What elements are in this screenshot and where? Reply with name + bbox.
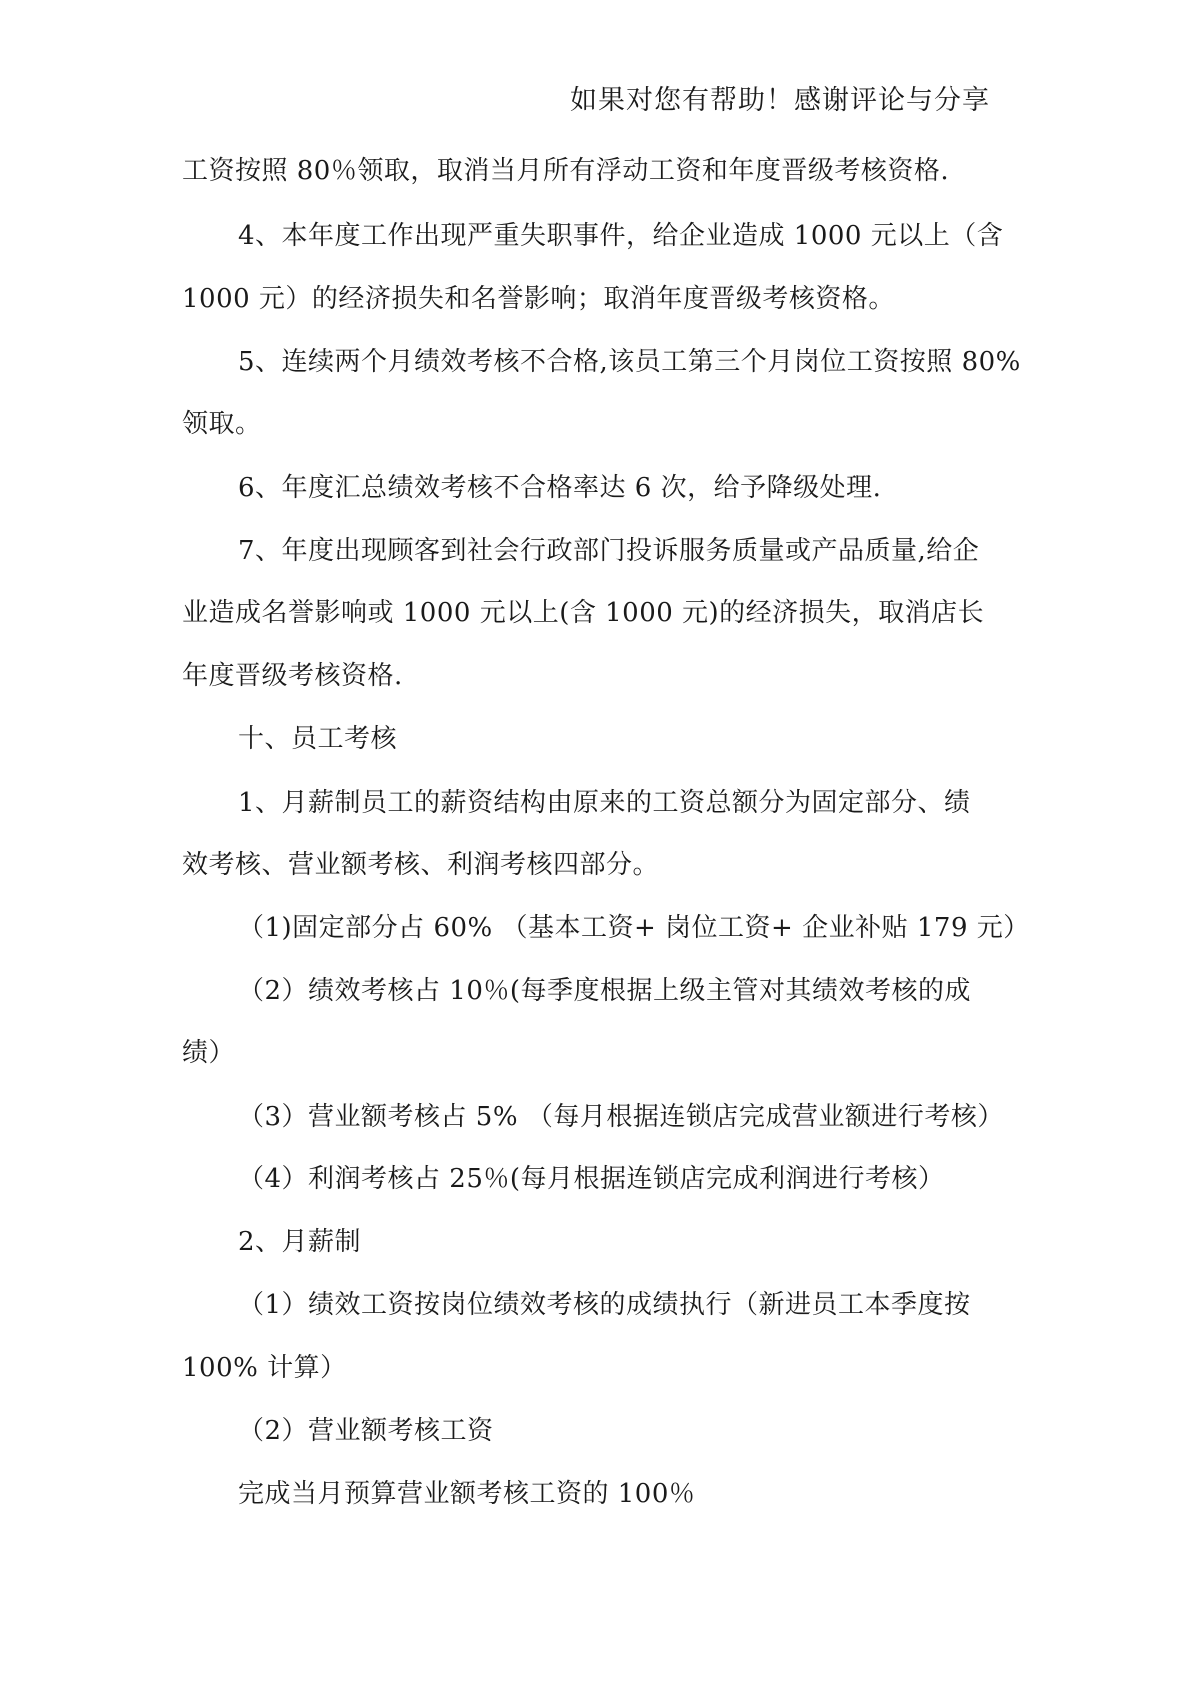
paragraph-line: 年度晋级考核资格. xyxy=(182,661,403,691)
list-item: （4）利润考核占 25％(每月根据连锁店完成利润进行考核） xyxy=(238,1164,945,1194)
list-item: （2）绩效考核占 10％(每季度根据上级主管对其绩效考核的成 xyxy=(238,976,972,1006)
paragraph-line: 工资按照 80％领取，取消当月所有浮动工资和年度晋级考核资格. xyxy=(182,156,950,186)
paragraph-line: 7、年度出现顾客到社会行政部门投诉服务质量或产品质量,给企 xyxy=(238,536,980,566)
paragraph-line: 绩） xyxy=(182,1038,236,1068)
paragraph-line: 效考核、营业额考核、利润考核四部分。 xyxy=(182,850,660,880)
paragraph-line: 100% 计算） xyxy=(182,1353,347,1383)
paragraph-line: 5、连续两个月绩效考核不合格,该员工第三个月岗位工资按照 80% xyxy=(238,347,1021,377)
paragraph-line: 领取。 xyxy=(182,409,262,439)
paragraph-line: 1000 元）的经济损失和名誉影响；取消年度晋级考核资格。 xyxy=(182,284,895,314)
list-item: （3）营业额考核占 5% （每月根据连锁店完成营业额进行考核） xyxy=(238,1102,1004,1132)
paragraph-line: 1、月薪制员工的薪资结构由原来的工资总额分为固定部分、绩 xyxy=(238,788,971,818)
section-heading: 十、员工考核 xyxy=(238,724,398,754)
list-item: （1)固定部分占 60% （基本工资+ 岗位工资+ 企业补贴 179 元） xyxy=(238,913,1030,943)
paragraph-line: 6、年度汇总绩效考核不合格率达 6 次，给予降级处理. xyxy=(238,473,882,503)
paragraph-line: 业造成名誉影响或 1000 元以上(含 1000 元)的经济损失，取消店长 xyxy=(182,598,985,628)
subsection-heading: 2、月薪制 xyxy=(238,1227,362,1257)
list-item: （1）绩效工资按岗位绩效考核的成绩执行（新进员工本季度按 xyxy=(238,1290,971,1320)
paragraph-line: 4、本年度工作出现严重失职事件，给企业造成 1000 元以上（含 xyxy=(238,221,1004,251)
paragraph-line: 完成当月预算营业额考核工资的 100％ xyxy=(238,1479,696,1509)
page-header-note: 如果对您有帮助！感谢评论与分享 xyxy=(570,85,990,116)
list-item: （2）营业额考核工资 xyxy=(238,1416,494,1446)
